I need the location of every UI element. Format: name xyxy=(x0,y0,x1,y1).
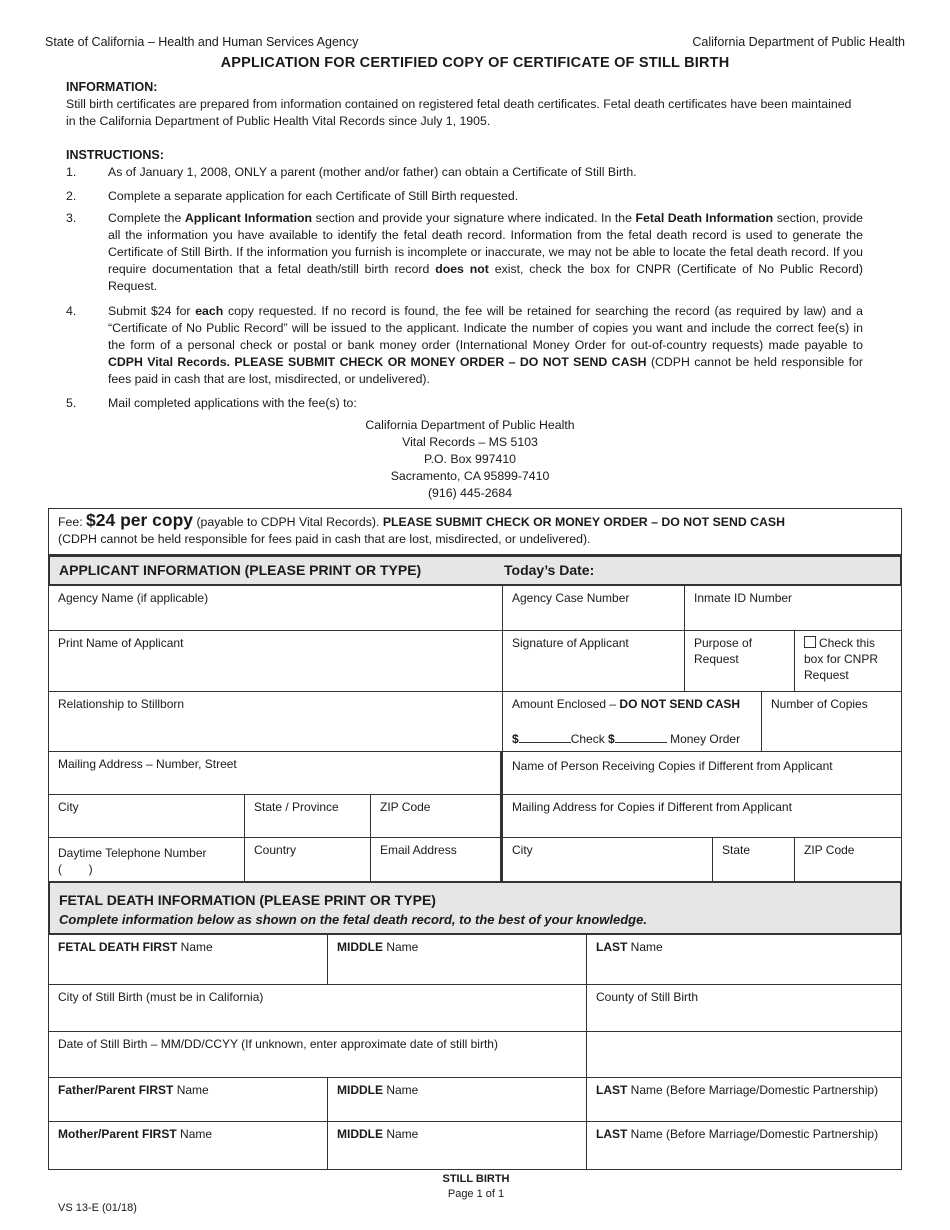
copies-state-field[interactable]: State xyxy=(713,838,795,882)
information-text: Still birth certificates are prepared from information contained on registered fetal death certificates. Fetal death certificates have been maintained in the California Department of Public Health Vital Records since July 1, 1905. xyxy=(66,97,852,128)
city-field[interactable]: City xyxy=(49,795,245,838)
agency-case-number-field[interactable]: Agency Case Number xyxy=(503,586,685,631)
father-first-name-field[interactable]: Father/Parent FIRST Name xyxy=(49,1078,328,1122)
relationship-field[interactable]: Relationship to Stillborn xyxy=(49,692,503,752)
mailing-address-field[interactable]: Mailing Address – Number, Street xyxy=(49,752,503,795)
recipient-name-field[interactable]: Name of Person Receiving Copies if Different from Applicant xyxy=(503,752,901,795)
cnpr-checkbox-cell[interactable]: Check this box for CNPR Request xyxy=(795,631,901,692)
mother-middle-name-field[interactable]: MIDDLE Name xyxy=(328,1122,587,1169)
father-last-name-field[interactable]: LAST Name (Before Marriage/Domestic Partnership) xyxy=(587,1078,901,1122)
instructions-heading: INSTRUCTIONS: xyxy=(66,148,164,162)
todays-date-label: Today’s Date: xyxy=(504,562,595,578)
amount-enclosed-field[interactable]: Amount Enclosed – DO NOT SEND CASH $ Check $ Money Order xyxy=(503,692,762,752)
instruction-item: 3. Complete the Applicant Information section and provide your signature where indicated. In the Fetal Death Information section, provide all the information you have available to identify the fetal death record. Information from the fetal death record is used to generate the Certificate of Still Birth. If the information you furnish is incomplete or inaccurate, we may not be able to locate the fetal death record. If you require documentation that a fetal death/still birth record does not exist, check the box for CNPR (Certificate of No Public Record) Request. xyxy=(66,211,863,293)
agency-name-field[interactable]: Agency Name (if applicable) xyxy=(49,586,503,631)
email-field[interactable]: Email Address xyxy=(371,838,503,882)
date-of-still-birth-field[interactable]: Date of Still Birth – MM/DD/CCYY (If unknown, enter approximate date of still birth) xyxy=(49,1032,587,1078)
applicant-section-header: APPLICANT INFORMATION (PLEASE PRINT OR TYPE) Today’s Date: xyxy=(48,555,902,586)
check-amount-line xyxy=(519,731,571,743)
cnpr-checkbox[interactable] xyxy=(804,636,816,648)
number-of-copies-field[interactable]: Number of Copies xyxy=(762,692,901,752)
fetal-section-header: FETAL DEATH INFORMATION (PLEASE PRINT OR TYPE) Complete information below as shown on the fetal death record, to the best of your knowledge. xyxy=(48,881,902,935)
purpose-of-request-field[interactable]: Purpose of Request xyxy=(685,631,795,692)
instruction-item: 4. Submit $24 for each copy requested. If no record is found, the fee will be retained for searching the record (as required by law) and a “Certificate of No Public Record” will be issued to the applicant. Indicate the number of copies you want and include the correct fee(s) in the form of a personal check or postal or bank money order (International Money Order for out-of-country requests) made payable to CDPH Vital Records. PLEASE SUBMIT CHECK OR MONEY ORDER – DO NOT SEND CASH (CDPH cannot be held responsible for fees paid in cash that are lost, misdirected, or undelivered). xyxy=(66,304,864,386)
agency-header: State of California – Health and Human Services Agency xyxy=(45,35,359,49)
copies-mailing-address-field[interactable]: Mailing Address for Copies if Different from Applicant xyxy=(503,795,901,838)
instruction-item: 1. As of January 1, 2008, ONLY a parent (mother and/or father) can obtain a Certificate of Still Birth. xyxy=(66,165,637,179)
country-field[interactable]: Country xyxy=(245,838,371,882)
county-of-still-birth-field[interactable]: County of Still Birth xyxy=(587,985,901,1032)
mother-last-name-field[interactable]: LAST Name (Before Marriage/Domestic Partnership) xyxy=(596,1127,879,1141)
phone-field[interactable]: Daytime Telephone Number ( ) xyxy=(49,838,245,882)
mailing-address: California Department of Public Health Vital Records – MS 5103 P.O. Box 997410 Sacramento, CA 95899-7410 (916) 445-2684 xyxy=(365,418,575,500)
form-title: APPLICATION FOR CERTIFIED COPY OF CERTIFICATE OF STILL BIRTH xyxy=(220,55,730,71)
state-province-field[interactable]: State / Province xyxy=(245,795,371,838)
inmate-id-field[interactable]: Inmate ID Number xyxy=(685,586,901,631)
applicant-name-field[interactable]: Print Name of Applicant xyxy=(49,631,503,692)
instruction-item: 2. Complete a separate application for each Certificate of Still Birth requested. xyxy=(66,189,519,203)
fee-box: Fee: $24 per copy (payable to CDPH Vital Records). PLEASE SUBMIT CHECK OR MONEY ORDER – DO NOT SEND CASH (CDPH cannot be held responsible for fees paid in cash that are lost, misdirected, or undelivered). xyxy=(48,508,902,555)
zip-code-field[interactable]: ZIP Code xyxy=(371,795,503,838)
page-footer: STILL BIRTH Page 1 of 1 xyxy=(442,1173,510,1200)
fetal-first-name-field[interactable]: FETAL DEATH FIRST Name xyxy=(49,935,328,985)
copies-zip-field[interactable]: ZIP Code xyxy=(795,838,901,882)
department-header: California Department of Public Health xyxy=(692,35,905,49)
information-heading: INFORMATION: xyxy=(66,80,158,94)
fetal-middle-name-field[interactable]: MIDDLE Name xyxy=(328,935,587,985)
instruction-item: 5. Mail completed applications with the fee(s) to: xyxy=(66,396,357,410)
city-of-still-birth-field[interactable]: City of Still Birth (must be in California) xyxy=(49,985,587,1032)
mother-first-name-field[interactable]: Mother/Parent FIRST Name xyxy=(49,1122,328,1169)
date-of-still-birth-entry[interactable] xyxy=(587,1032,901,1078)
fee-amount: $24 per copy xyxy=(86,510,194,530)
application-form xyxy=(48,555,902,1170)
father-middle-name-field[interactable]: MIDDLE Name xyxy=(328,1078,587,1122)
copies-city-field[interactable]: City xyxy=(503,838,713,882)
form-id: VS 13-E (01/18) xyxy=(58,1202,137,1214)
money-order-amount-line xyxy=(615,731,667,743)
signature-field[interactable]: Signature of Applicant xyxy=(503,631,685,692)
fetal-last-name-field[interactable]: LAST Name xyxy=(587,935,901,985)
